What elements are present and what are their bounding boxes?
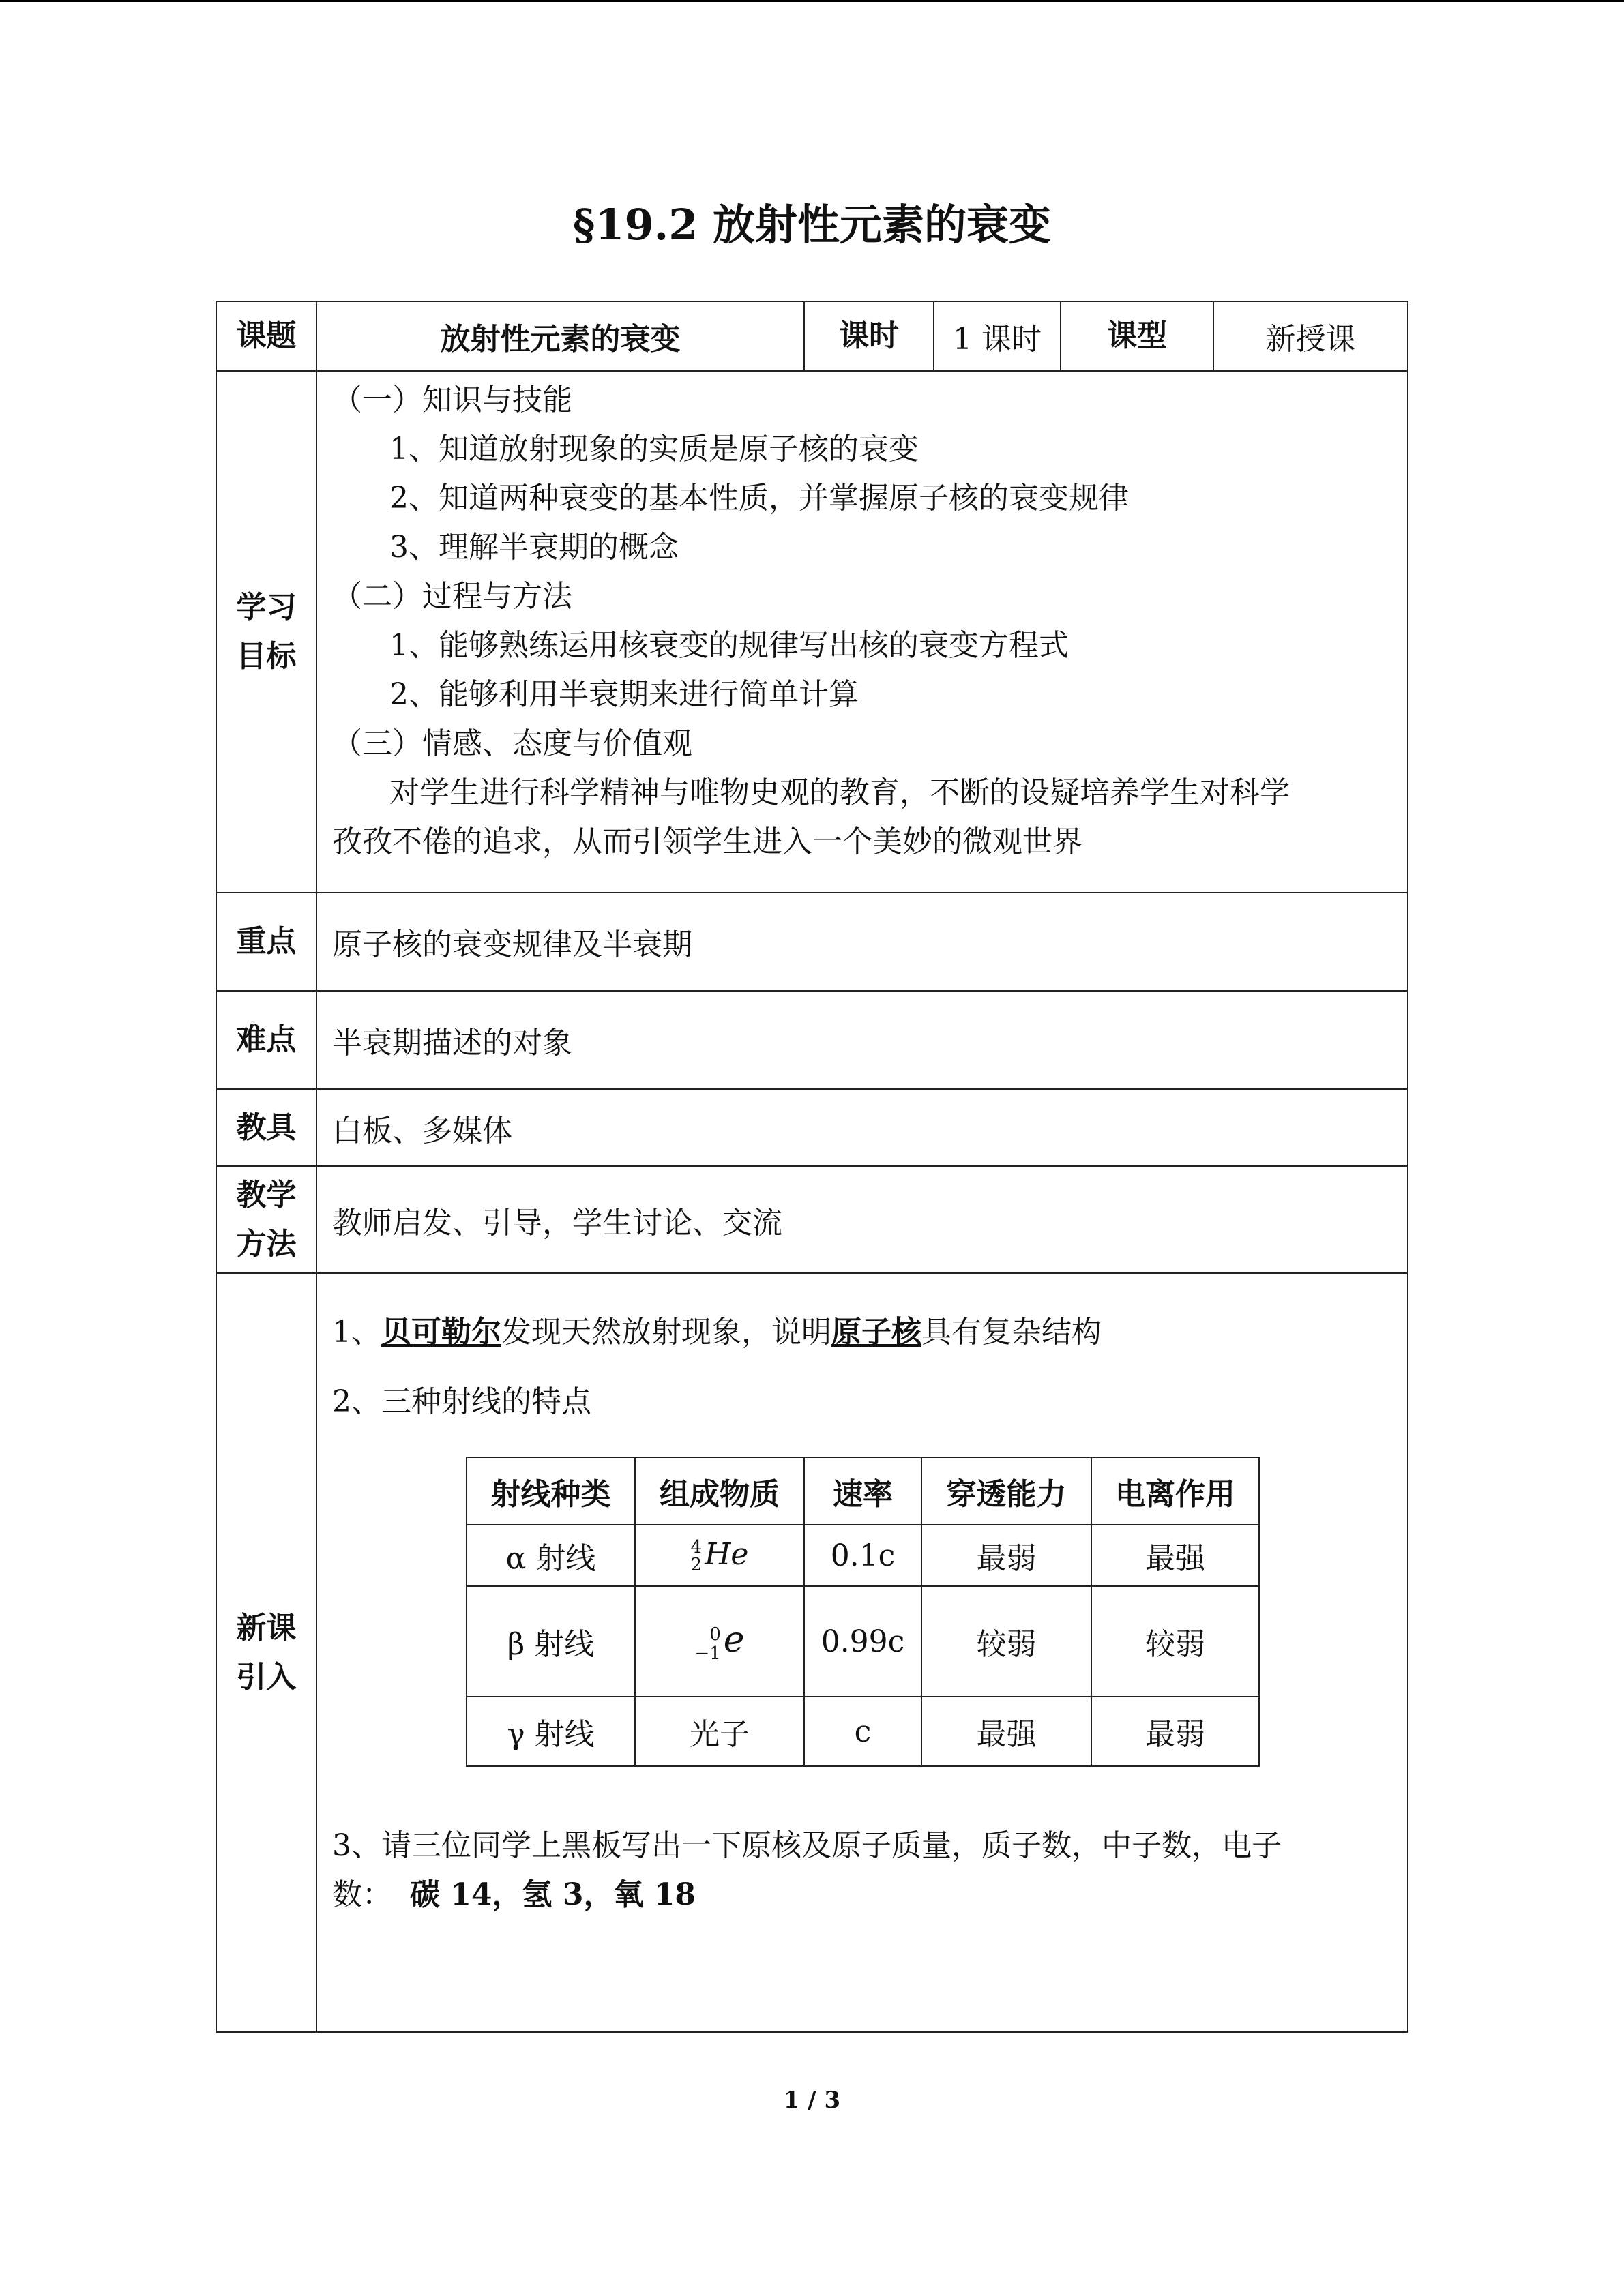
goals-label-line2: 目标 <box>236 638 297 674</box>
alpha-mass-number: 4 <box>690 1537 703 1558</box>
top-border-line <box>0 0 1624 2</box>
goals-paragraph-line1: 对学生进行科学精神与唯物史观的教育，不断的设疑培养学生对科学 <box>389 775 1290 810</box>
ray-table-header-row <box>467 1457 1259 1525</box>
line3-prefix: 数： <box>332 1877 392 1912</box>
goals-section-values: （三）情感、态度与价值观 <box>332 726 692 761</box>
line1-prefix: 1、 <box>332 1315 381 1350</box>
ray-speed: c <box>804 1697 921 1766</box>
new-lesson-line2: 2、三种射线的特点 <box>332 1384 591 1419</box>
line1-suffix: 具有复杂结构 <box>921 1315 1102 1350</box>
method-label-line2: 方法 <box>236 1226 297 1262</box>
method-label-line1: 教学 <box>236 1177 297 1212</box>
tools-value: 白板、多媒体 <box>316 1089 1408 1166</box>
goals-row <box>216 371 1408 893</box>
beta-charge-number: −1 <box>694 1643 721 1664</box>
beta-mass-number: 0 <box>709 1624 721 1645</box>
ray-composition: 光子 <box>635 1697 804 1766</box>
difficulty-value: 半衰期描述的对象 <box>316 991 1408 1089</box>
new-lesson-content <box>316 1273 1408 2032</box>
ray-ionization: 最弱 <box>1091 1697 1259 1766</box>
goals-label <box>216 371 316 893</box>
electron-symbol: e <box>723 1620 745 1661</box>
ray-table-row <box>467 1586 1259 1697</box>
method-label <box>216 1166 316 1273</box>
hours-label: 课时 <box>804 301 934 371</box>
ray-penetration: 较弱 <box>921 1586 1091 1697</box>
goal-item: 1、知道放射现象的实质是原子核的衰变 <box>389 432 919 466</box>
ray-table-header: 组成物质 <box>635 1457 804 1525</box>
ray-kind: α 射线 <box>467 1525 635 1586</box>
topic-value: 放射性元素的衰变 <box>316 301 804 371</box>
page-number: 1 / 3 <box>783 2087 841 2114</box>
new-lesson-line3: 3、请三位同学上黑板写出一下原核及原子质量，质子数，中子数，电子 <box>332 1828 1282 1863</box>
ray-table-row <box>467 1525 1259 1586</box>
helium-symbol: He <box>705 1536 749 1572</box>
tools-row <box>216 1089 1408 1166</box>
ray-speed: 0.1c <box>804 1525 921 1586</box>
alpha-composition <box>635 1525 804 1586</box>
goals-label-line1: 学习 <box>236 589 297 625</box>
ray-kind: γ 射线 <box>467 1697 635 1766</box>
ray-table-header: 穿透能力 <box>921 1457 1091 1525</box>
difficulty-label: 难点 <box>216 991 316 1089</box>
hours-value: 1 课时 <box>934 301 1061 371</box>
becquerel-term: 贝可勒尔 <box>381 1315 501 1350</box>
difficulty-row <box>216 991 1408 1089</box>
ray-kind: β 射线 <box>467 1586 635 1697</box>
goals-section-process: （二）过程与方法 <box>332 579 572 614</box>
goals-content <box>316 371 1408 893</box>
key-point-value: 原子核的衰变规律及半衰期 <box>316 893 1408 991</box>
ray-table-header: 速率 <box>804 1457 921 1525</box>
new-lesson-row <box>216 1273 1408 2032</box>
ray-speed: 0.99c <box>804 1586 921 1697</box>
ray-ionization: 较弱 <box>1091 1586 1259 1697</box>
type-label: 课型 <box>1061 301 1213 371</box>
key-point-label: 重点 <box>216 893 316 991</box>
tools-label: 教具 <box>216 1089 316 1166</box>
new-lesson-line1 <box>332 1308 1398 1357</box>
ray-table-row <box>467 1697 1259 1766</box>
new-lesson-line3-cont <box>332 1870 1398 1920</box>
alpha-charge-number: 2 <box>690 1555 703 1576</box>
goal-item: 1、能够熟练运用核衰变的规律写出核的衰变方程式 <box>389 628 1069 663</box>
method-row <box>216 1166 1408 1273</box>
ray-penetration: 最强 <box>921 1697 1091 1766</box>
beta-composition <box>635 1586 804 1697</box>
nucleus-term: 原子核 <box>831 1315 921 1350</box>
new-lesson-label-line1: 新课 <box>236 1610 297 1645</box>
goals-paragraph-line2: 孜孜不倦的追求，从而引领学生进入一个美妙的微观世界 <box>332 824 1082 859</box>
page-title: §19.2 放射性元素的衰变 <box>572 200 1051 250</box>
ray-ionization: 最强 <box>1091 1525 1259 1586</box>
line1-mid: 发现天然放射现象，说明 <box>501 1315 831 1350</box>
ray-properties-table <box>466 1457 1260 1767</box>
goal-item: 2、能够利用半衰期来进行简单计算 <box>389 677 859 712</box>
ray-penetration: 最弱 <box>921 1525 1091 1586</box>
goal-item: 2、知道两种衰变的基本性质，并掌握原子核的衰变规律 <box>389 481 1129 516</box>
key-point-row <box>216 893 1408 991</box>
ray-table-header: 射线种类 <box>467 1457 635 1525</box>
new-lesson-label <box>216 1273 316 2032</box>
ray-table-header: 电离作用 <box>1091 1457 1259 1525</box>
lesson-plan-table <box>216 301 1408 2033</box>
goals-section-knowledge: （一）知识与技能 <box>332 383 572 417</box>
line3-elements: 碳 14，氢 3，氧 18 <box>410 1877 696 1912</box>
header-row <box>216 301 1408 371</box>
new-lesson-label-line2: 引入 <box>236 1659 297 1695</box>
goal-item: 3、理解半衰期的概念 <box>389 530 679 565</box>
topic-label: 课题 <box>216 301 316 371</box>
method-value: 教师启发、引导，学生讨论、交流 <box>316 1166 1408 1273</box>
type-value: 新授课 <box>1213 301 1408 371</box>
